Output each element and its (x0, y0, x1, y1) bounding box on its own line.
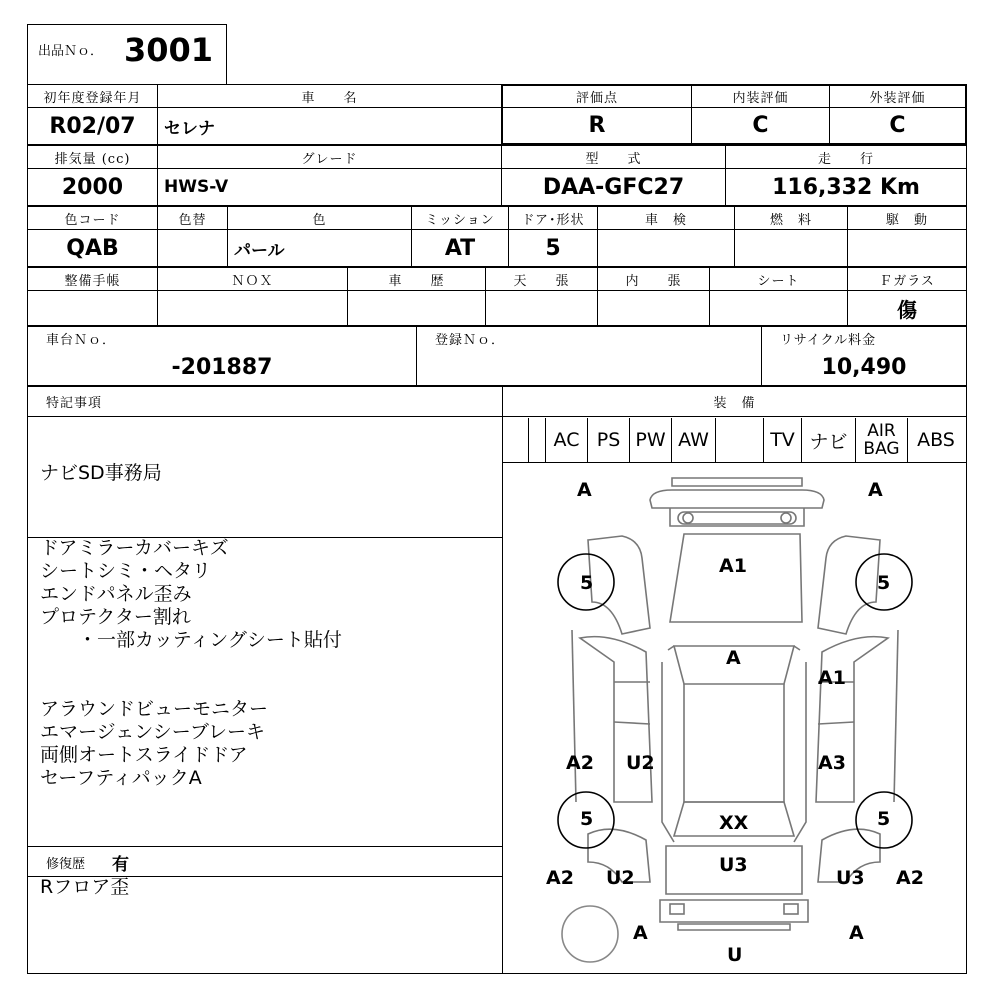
interior-value: C (691, 107, 830, 145)
notes-text-1: ナビSD事務局 (40, 462, 162, 484)
exterior-label: 外装評価 (829, 84, 967, 108)
chassis-no-value: -201887 (27, 349, 417, 386)
recycle-value: 10,490 (761, 349, 967, 386)
equip-spacer (528, 418, 546, 462)
equip-blank (716, 418, 764, 462)
model-value: DAA-GFC27 (501, 168, 726, 206)
code-hood: A1 (719, 555, 747, 577)
hood (670, 534, 802, 622)
equip-ps: PS (588, 418, 630, 462)
listing-number-box (27, 24, 227, 84)
code-left-rear-u2: U2 (606, 867, 635, 889)
right-front-door (816, 637, 888, 802)
roof (684, 684, 784, 802)
fuel-value (734, 229, 848, 267)
code-tire-fl: 5 (580, 572, 594, 594)
special-notes-label: 特記事項 (27, 386, 503, 417)
code-rear-bumper: U (727, 944, 743, 966)
equip-ac: AC (546, 418, 588, 462)
code-left-step: U2 (626, 752, 655, 774)
exterior-value: C (829, 107, 967, 145)
color-change-value (157, 229, 228, 267)
code-tire-fr: 5 (877, 572, 891, 594)
front-bumper-top (672, 478, 802, 486)
color-label: 色 (227, 206, 412, 230)
spare-tire (562, 906, 618, 962)
mileage-value: 116,332 Km (725, 168, 967, 206)
car-damage-diagram (502, 462, 966, 973)
code-roof-rear: XX (719, 812, 749, 834)
color-code-label: 色コード (27, 206, 158, 230)
score-label: 評価点 (501, 84, 692, 108)
first-reg-label: 初年度登録年月 (27, 84, 158, 108)
listing-number-value: 3001 (124, 31, 214, 69)
maintenance-value (27, 290, 158, 326)
reg-no-label: 登録Ｎｏ． (416, 326, 762, 350)
code-tire-rr: 5 (877, 808, 891, 830)
car-name-value: セレナ (157, 107, 502, 145)
chassis-no-label: 車台Ｎｏ． (27, 326, 417, 350)
code-tire-rl: 5 (580, 808, 594, 830)
door-shape-value: 5 (508, 229, 598, 267)
repair-label: 修復歴 (46, 857, 86, 872)
left-outer-line (572, 630, 576, 802)
front-bumper (650, 490, 824, 508)
repair-value: 有 (112, 855, 129, 875)
drive-label: 駆 動 (847, 206, 967, 230)
mission-value: AT (411, 229, 509, 267)
door-shape-label: ドア･形状 (508, 206, 598, 230)
interior-label: 内装評価 (691, 84, 830, 108)
repair-box (27, 846, 503, 877)
seat-value (709, 290, 848, 326)
maintenance-label: 整備手帳 (27, 267, 158, 291)
displacement-value: 2000 (27, 168, 158, 206)
repair-detail-text: Rフロア歪 (40, 876, 130, 898)
code-right-front-door: A1 (818, 667, 846, 689)
notes-text-2: ドアミラーカバーキズ シートシミ・ヘタリ エンドパネル歪み プロテクター割れ ・一部カッティングシート貼付 アラウンドビューモニター エマージェンシーブレーキ 両側オートスライドドア セーフティパックA (40, 537, 342, 789)
displacement-label: 排気量 (cc) (27, 145, 158, 169)
code-windshield: A (726, 647, 741, 669)
interior-trim-value (597, 290, 710, 326)
code-left-rear-a2: A2 (546, 867, 574, 889)
code-right-rear-a2: A2 (896, 867, 924, 889)
grille-bar (678, 512, 796, 524)
equip-airbag: AIR BAG (856, 418, 908, 462)
left-front-fender (588, 536, 650, 634)
code-rear-left: A (633, 922, 648, 944)
equipment-label: 装 備 (502, 386, 967, 417)
color-change-label: 色替 (157, 206, 228, 230)
reg-no-value (416, 349, 762, 386)
equip-tv: TV (764, 418, 802, 462)
interior-trim-label: 内 張 (597, 267, 710, 291)
right-outer-line (894, 630, 898, 802)
left-front-door (580, 637, 652, 802)
history-value (347, 290, 486, 326)
model-label: 型 式 (501, 145, 726, 169)
sunroof-value (485, 290, 598, 326)
listing-number-label: 出品Ｎｏ． (38, 44, 104, 59)
drive-value (847, 229, 967, 267)
inspection-label: 車 検 (597, 206, 735, 230)
first-reg-value: R02/07 (27, 107, 158, 145)
mission-label: ミッション (411, 206, 509, 230)
recycle-label: リサイクル料金 (761, 326, 967, 350)
mileage-label: 走 行 (725, 145, 967, 169)
code-front-right-corner: A (868, 479, 883, 501)
f-glass-value: 傷 (847, 290, 967, 326)
score-value: R (501, 107, 692, 145)
car-name-label: 車 名 (157, 84, 502, 108)
nox-value (157, 290, 348, 326)
color-code-value: QAB (27, 229, 158, 267)
right-front-fender (818, 536, 880, 634)
grade-label: グレード (157, 145, 502, 169)
code-right-rear: A3 (818, 752, 846, 774)
grade-value: HWS-V (157, 168, 502, 206)
fuel-label: 燃 料 (734, 206, 848, 230)
equip-abs: ABS (917, 429, 955, 451)
inspection-value (597, 229, 735, 267)
nox-label: ＮＯＸ (157, 267, 348, 291)
sunroof-label: 天 張 (485, 267, 598, 291)
f-glass-label: Ｆガラス (847, 267, 967, 291)
code-front-left-corner: A (577, 479, 592, 501)
seat-label: シート (709, 267, 848, 291)
code-tailgate: U3 (719, 854, 748, 876)
equip-pw: PW (630, 418, 672, 462)
code-rear-right: A (849, 922, 864, 944)
color-value: パール (227, 229, 412, 267)
code-left-pillar: A2 (566, 752, 594, 774)
code-right-rear-u3: U3 (836, 867, 865, 889)
equip-navi: ナビ (802, 418, 856, 462)
equip-aw: AW (672, 418, 716, 462)
history-label: 車 歴 (347, 267, 486, 291)
